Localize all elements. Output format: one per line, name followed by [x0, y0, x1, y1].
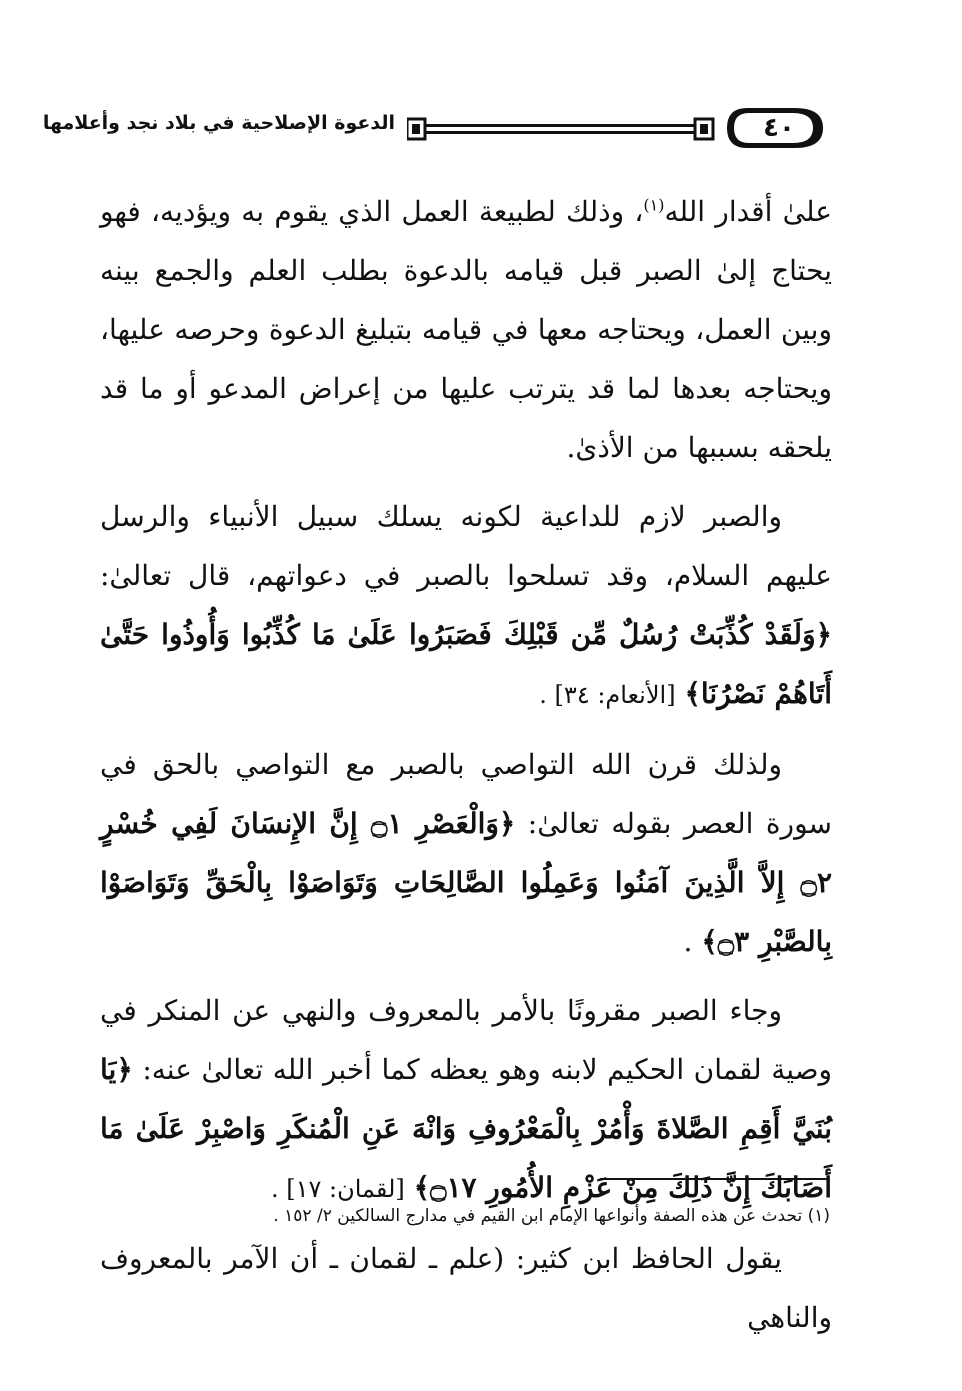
header-rule-ornament [407, 116, 717, 142]
main-text [100, 182, 832, 1357]
quran-verse-asr: ﴿وَالْعَصْرِ ۝١ إِنَّ الإِنسَانَ لَفِي خُسْرٍ ۝٢ إِلاَّ الَّذِينَ آمَنُوا وَعَمِلُوا الصَّالِحَاتِ وَتَوَاصَوْا بِالْحَقِّ وَتَوَاصَوْا بِالصَّبْرِ ۝٣﴾ [100, 807, 832, 958]
double-rule-ornament-icon [407, 116, 717, 142]
paragraph-1 [100, 182, 832, 477]
p5-text: يقول الحافظ ابن كثير: (علم ـ لقمان ـ أن الآمر بالمعروف والناهي [100, 1242, 832, 1334]
verse-reference-anam: [الأنعام: ٣٤] . [539, 681, 676, 709]
verse-reference-luqman: [لقمان: ١٧] . [271, 1175, 405, 1203]
p4-text: وجاء الصبر مقرونًا بالأمر بالمعروف والنهي عن المنكر في وصية لقمان الحكيم لابنه وهو يعظه كما أخبر الله تعالىٰ عنه: [100, 994, 833, 1086]
p1-text-start: علىٰ أقدار الله [664, 195, 832, 228]
paragraph-5 [100, 1229, 832, 1347]
running-title: الدعوة الإصلاحية في بلاد نجد وأعلامها [42, 112, 395, 134]
footnote-marker: (١) [643, 195, 665, 215]
page-header [42, 100, 825, 162]
paragraph-4 [100, 981, 832, 1219]
p2-text: والصبر لازم للداعية لكونه يسلك سبيل الأنبياء والرسل عليهم السلام، وقد تسلحوا بالصبر في دعواتهم، قال تعالىٰ: [100, 500, 832, 592]
page-number: ٤٠ [763, 113, 795, 143]
footnote: (١) تحدث عن هذه الصفة وأنواعها الإمام ابن القيم في مدارج السالكين ٢/ ١٥٢ . [273, 1206, 830, 1226]
p3-end: . [683, 925, 702, 958]
footnote-separator [600, 1178, 828, 1180]
quran-verse-anam: ﴿وَلَقَدْ كُذِّبَتْ رُسُلٌ مِّن قَبْلِكَ فَصَبَرُوا عَلَىٰ مَا كُذِّبُوا وَأُوذُوا حَتَّىٰ أَتَاهُمْ نَصْرُنَا﴾ [100, 618, 832, 710]
p1-text-rest: ، وذلك لطبيعة العمل الذي يقوم به ويؤديه، فهو يحتاج إلىٰ الصبر قبل قيامه بالدعوة بطلب العلم والجمع بينه وبين العمل، ويحتاجه معها في قيامه بتبليغ الدعوة وحرصه عليها، ويحتاجه بعدها لما قد يترتب عليها من إعراض المدعو أو ما قد يلحقه بسببها من الأذىٰ. [100, 195, 832, 464]
paragraph-3 [100, 735, 832, 971]
paragraph-2 [100, 487, 832, 725]
p3-text: ولذلك قرن الله التواصي بالصبر مع التواصي بالحق في سورة العصر بقوله تعالىٰ: [100, 748, 833, 840]
quran-verse-luqman: ﴿يَا بُنَيَّ أَقِمِ الصَّلاةَ وَأْمُرْ بِالْمَعْرُوفِ وَانْهَ عَنِ الْمُنكَرِ وَاصْبِرْ عَلَىٰ مَا أَصَابَكَ إِنَّ ذَلِكَ مِنْ عَزْمِ الأُمُورِ ۝١٧﴾ [100, 1053, 832, 1204]
